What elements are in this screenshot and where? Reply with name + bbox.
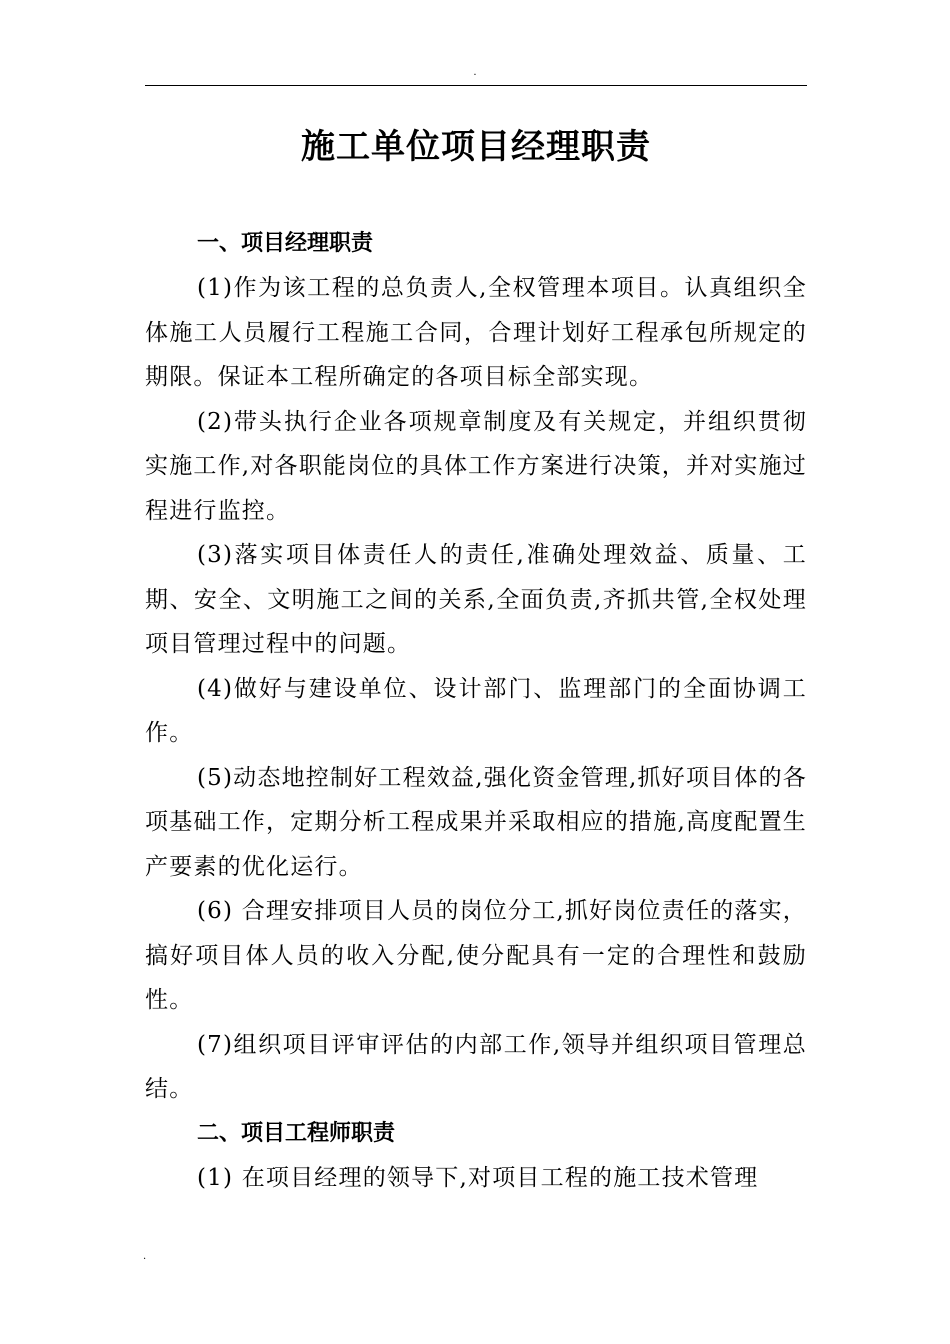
paragraph-1-7: (7)组织项目评审评估的内部工作,领导并组织项目管理总结。: [145, 1031, 807, 1102]
header-mark: .: [473, 67, 477, 78]
header-rule: [145, 85, 807, 86]
paragraph-1-3: (3)落实项目体责任人的责任,准确处理效益、质量、工期、安全、文明施工之间的关系,全面负责,齐抓共管,全权处理项目管理过程中的问题。: [145, 542, 807, 657]
document-body: [145, 222, 807, 1200]
section-heading-1: 一、项目经理职责: [197, 231, 374, 256]
paragraph-1-5: (5)动态地控制好工程效益,强化资金管理,抓好项目体的各项基础工作，定期分析工程成果并采取相应的措施,高度配置生产要素的优化运行。: [145, 764, 807, 880]
section-heading-2: 二、项目工程师职责: [197, 1120, 396, 1146]
paragraph-2-1: (1) 在项目经理的领导下,对项目工程的施工技术管理: [197, 1164, 759, 1191]
paragraph-1-1: (1)作为该工程的总负责人,全权管理本项目。认真组织全体施工人员履行工程施工合同，合理计划好工程承包所规定的期限。保证本工程所确定的各项目标全部实现。: [145, 275, 807, 390]
document-title: 施工单位项目经理职责: [301, 127, 651, 167]
paragraph-1-2: (2)带头执行企业各项规章制度及有关规定，并组织贯彻实施工作,对各职能岗位的具体工作方案进行决策，并对实施过程进行监控。: [145, 408, 807, 524]
paragraph-1-4: (4)做好与建设单位、设计部门、监理部门的全面协调工作。: [145, 675, 807, 746]
paragraph-1-6: (6) 合理安排项目人员的岗位分工,抓好岗位责任的落实，搞好项目体人员的收入分配,使分配具有一定的合理性和鼓励性。: [145, 898, 807, 1013]
footer-mark: .: [143, 1251, 147, 1262]
